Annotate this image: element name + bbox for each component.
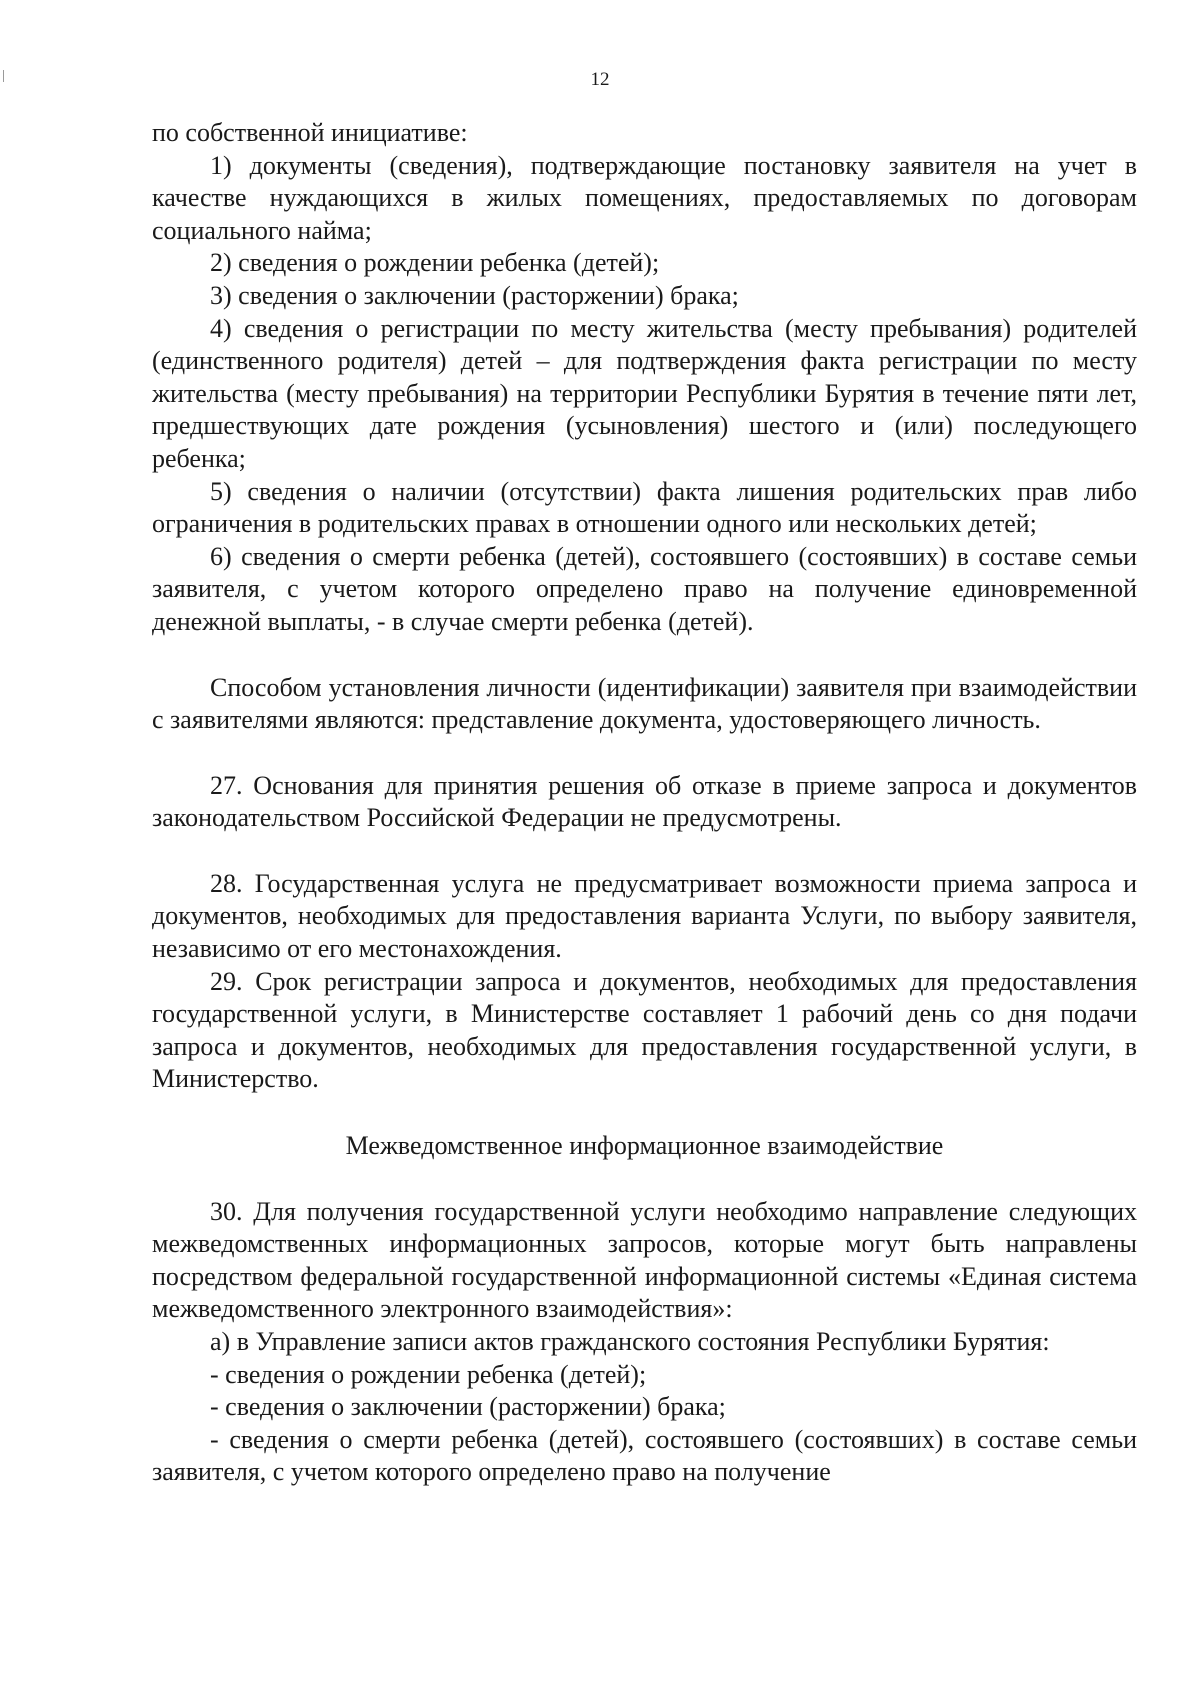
paragraph-identification: Способом установления личности (идентификации) заявителя при взаимодействии с заявителями являются: представление документа, удостоверяющего личность. xyxy=(152,672,1137,735)
paragraph-29: 29. Срок регистрации запроса и документов, необходимых для предоставления государственной услуги, в Министерстве составляет 1 рабочий день со дня подачи запроса и документов, необходимых для предоставления государственной услуги, в Министерство. xyxy=(152,966,1137,1094)
list-item-3: 3) сведения о заключении (расторжении) брака; xyxy=(210,280,739,310)
list-item-2: 2) сведения о рождении ребенка (детей); xyxy=(210,248,660,278)
page-number: 12 xyxy=(590,69,610,90)
paragraph-28: 28. Государственная услуга не предусматривает возможности приема запроса и документов, необходимых для предоставления варианта Услуги, по выбору заявителя, независимо от его местонахождения. xyxy=(152,868,1137,964)
list-item-4: 4) сведения о регистрации по месту жительства (месту пребывания) родителей (единственного родителя) детей – для подтверждения факта регистрации по месту жительства (месту пребывания) на территории Республики Бурятия в течение пяти лет, предшествующих дате рождения (усыновления) шестого и (или) последующего ребенка; xyxy=(152,313,1137,473)
dash-item-death: - сведения о смерти ребенка (детей), состоявшего (состоявших) в составе семьи заявителя, с учетом которого определено право на получение xyxy=(152,1424,1137,1487)
document-body xyxy=(152,117,1137,1489)
paragraph-30-a: а) в Управление записи актов гражданского состояния Республики Бурятия: xyxy=(210,1327,1050,1356)
dash-item-birth: - сведения о рождении ребенка (детей); xyxy=(210,1359,647,1389)
section-heading: Межведомственное информационное взаимодействие xyxy=(345,1131,944,1161)
list-item-5: 5) сведения о наличии (отсутствии) факта лишения родительских прав либо ограничения в родительских правах в отношении одного или нескольких детей; xyxy=(152,476,1137,539)
list-item-1: 1) документы (сведения), подтверждающие постановку заявителя на учет в качестве нуждающихся в жилых помещениях, предоставляемых по договорам социального найма; xyxy=(152,150,1137,245)
list-item-6: 6) сведения о смерти ребенка (детей), состоявшего (состоявших) в составе семьи заявителя, с учетом которого определено право на получение единовременной денежной выплаты, - в случае смерти ребенка (детей). xyxy=(152,541,1137,636)
paragraph-intro: по собственной инициативе: xyxy=(152,118,468,147)
paragraph-30: 30. Для получения государственной услуги необходимо направление следующих межведомственных информационных запросов, которые могут быть направлены посредством федеральной государственной информационной системы «Единая система межведомственного электронного взаимодействия»: xyxy=(152,1196,1137,1324)
paragraph-27: 27. Основания для принятия решения об отказе в приеме запроса и документов законодательством Российской Федерации не предусмотрены. xyxy=(152,770,1137,833)
dash-item-marriage: - сведения о заключении (расторжении) брака; xyxy=(210,1392,726,1422)
